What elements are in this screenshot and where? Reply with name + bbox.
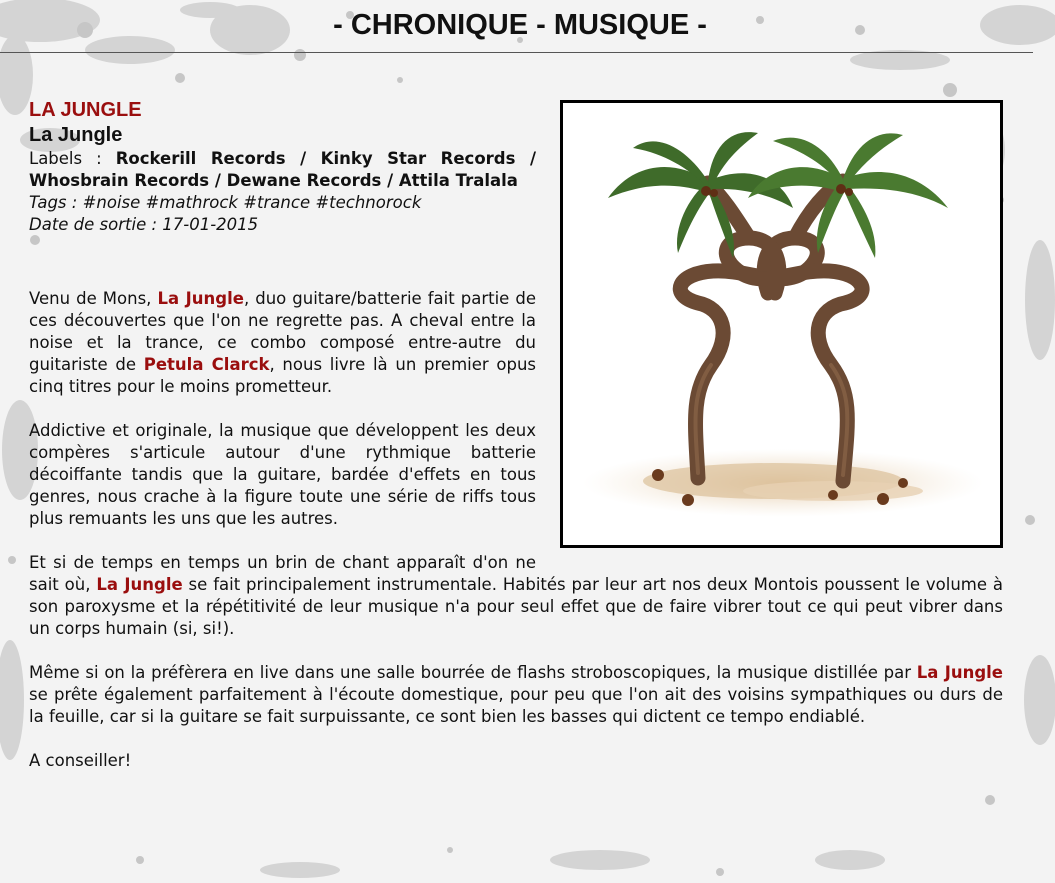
review-text: , duo guitare/batterie fait partie de ces découvertes que l'on ne regrette pas. A cheval entre la noise et la trance, ce combo composé entre-autre du guitariste de	[29, 289, 537, 374]
label-separator: /	[285, 149, 321, 168]
labels-prefix: Labels :	[29, 149, 116, 168]
artist-link[interactable]: La Jungle	[157, 289, 244, 308]
review-text: Même si on la préfèrera en live dans une salle bourrée de flashs stroboscopiques, la musique distillée par	[29, 663, 917, 682]
review-conclusion: A conseiller!	[29, 751, 132, 770]
label-name: Dewane Records	[226, 171, 382, 190]
artist-link[interactable]: La Jungle	[916, 663, 1003, 682]
related-artist-link[interactable]: Petula Clarck	[143, 355, 270, 374]
label-name: Rockerill Records	[115, 149, 286, 168]
label-name: Attila Tralala	[398, 171, 518, 190]
label-name: Kinky Star Records	[320, 149, 516, 168]
page-title: - CHRONIQUE - MUSIQUE -	[333, 9, 707, 41]
release-title: La Jungle	[29, 124, 123, 146]
tags-prefix: Tags :	[29, 193, 83, 212]
knotted-palm-trees-icon	[563, 103, 1000, 545]
label-separator: /	[515, 149, 536, 168]
review-text: se prête également parfaitement à l'écoute domestique, pour peu que l'on ait des voisins sympathiques ou durs de la feuille, car si la guitare se fait surpuissante, ce sont bien les basses qui dictent ce tempo endiablé.	[29, 685, 1003, 726]
artist-link[interactable]: La Jungle	[96, 575, 183, 594]
review-text: Venu de Mons,	[29, 289, 158, 308]
label-separator: /	[381, 171, 399, 190]
label-name: Whosbrain Records	[29, 171, 210, 190]
review-article	[29, 98, 1003, 794]
review-text: Et si de temps en temps un brin de chant apparaît d'on ne sait où,	[29, 553, 536, 594]
review-paragraph	[29, 662, 1003, 728]
review-text: , nous livre là un premier opus cinq titres pour le moins prometteur.	[29, 355, 536, 396]
tags-value: #noise #mathrock #trance #technorock	[82, 193, 422, 212]
release-artist: LA JUNGLE	[29, 99, 142, 121]
review-text: se fait principalement instrumentale. Habités par leur art nos deux Montois poussent le volume à son paroxysme et la répétitivité de leur musique n'a pour seul effet que de faire vibrer tout ce qui peut vibrer dans un corps humain (si, si!).	[29, 575, 1003, 638]
review-paragraph: Addictive et originale, la musique que développent les deux compères s'articule autour d'une rythmique batterie décoiffante tandis que la guitare, bardée d'effets en tous genres, nous crache à la figure toute une série de riffs tous plus remuants les uns que les autres.	[29, 421, 536, 528]
review-paragraph	[29, 552, 1003, 640]
release-date-value: 17-01-2015	[162, 215, 259, 234]
album-cover	[560, 100, 1003, 548]
release-date-prefix: Date de sortie :	[29, 215, 163, 234]
title-divider	[0, 52, 1033, 53]
label-separator: /	[209, 171, 227, 190]
